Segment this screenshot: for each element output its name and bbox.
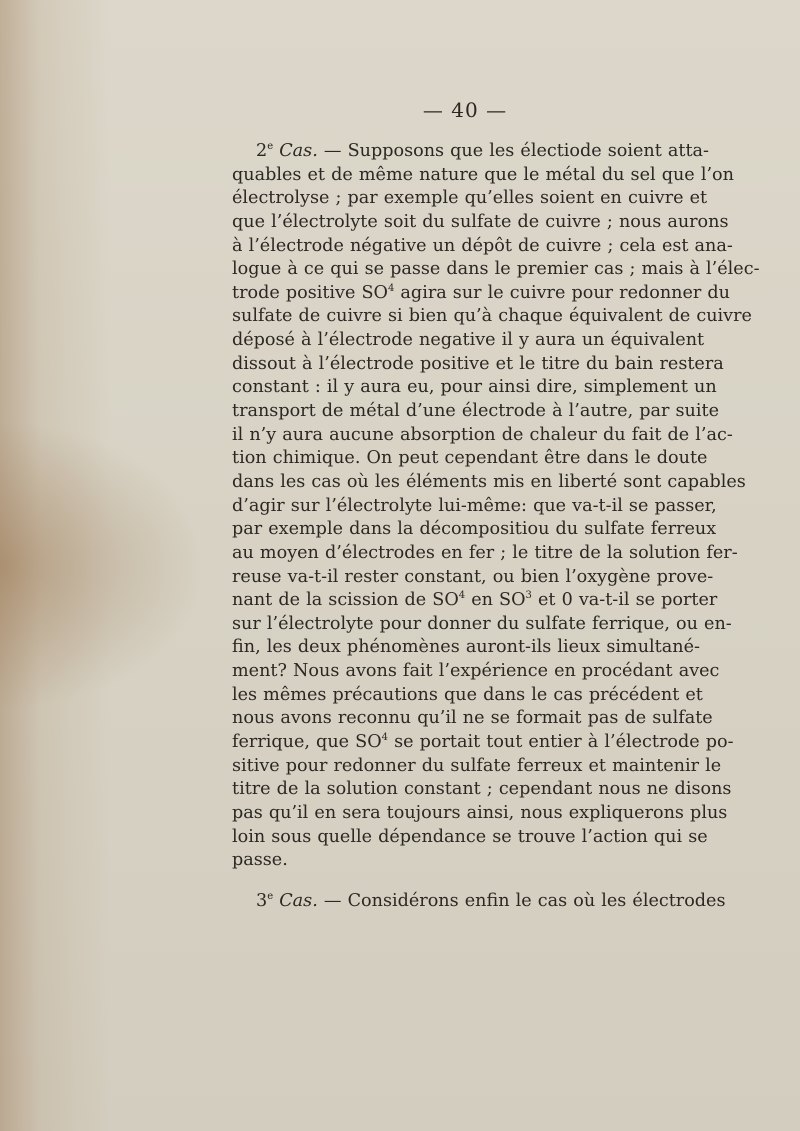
text-line: pas qu’il en sera toujours ainsi, nous expliquerons plus: [232, 802, 728, 823]
text-line: logue à ce qui se passe dans le premier cas ; mais à l’élec-: [232, 259, 760, 280]
line-text: — Considérons enfin le cas où les électrodes: [317, 891, 726, 911]
text-line: nous avons reconnu qu’il ne se formait pas de sulfate: [232, 708, 713, 729]
text-line: transport de métal d’une électrode à l’autre, par suite: [232, 401, 719, 422]
text-line: fin, les deux phénomènes auront-ils lieux simultané-: [232, 637, 700, 658]
text-line: électrolyse ; par exemple qu’elles soient en cuivre et: [232, 188, 708, 209]
text-line: [232, 282, 731, 306]
line-text: agira sur le cuivre pour redonner du: [394, 282, 731, 303]
text-line: quables et de même nature que le métal du sel que l’on: [232, 164, 734, 185]
line-text: se portait tout entier à l’électrode po-: [388, 732, 734, 753]
text-line: sitive pour redonner du sulfate ferreux et maintenir le: [232, 755, 722, 776]
paragraph-case-2: [232, 140, 760, 873]
page-number: — 40 —: [422, 98, 508, 122]
chemical-subscript: 3: [525, 590, 532, 602]
line-text: et 0 va-t-il se porter: [531, 590, 718, 611]
case-label: Cas.: [279, 891, 318, 911]
text-line: les mêmes précautions que dans le cas précédent et: [232, 684, 703, 705]
text-line: ment? Nous avons fait l’expérience en procédant avec: [232, 661, 720, 682]
case-ordinal-superscript: e: [267, 141, 274, 152]
paragraph-case-3: [232, 890, 726, 914]
text-line: que l’électrolyte soit du sulfate de cuivre ; nous aurons: [232, 211, 729, 232]
text-line: constant : il y aura eu, pour ainsi dire, simplement un: [232, 377, 717, 398]
text-line: loin sous quelle dépendance se trouve l’action qui se: [232, 826, 708, 847]
case-ordinal-superscript: e: [267, 891, 274, 902]
text-line: à l’électrode négative un dépôt de cuivre ; cela est ana-: [232, 235, 733, 256]
text-line: par exemple dans la décompositiou du sulfate ferreux: [232, 519, 717, 540]
text-line: reuse va-t-il rester constant, ou bien l’oxygène prove-: [232, 566, 714, 587]
line-text: ferrique, que SO: [232, 732, 382, 753]
text-line: sur l’électrolyte pour donner du sulfate ferrique, ou en-: [232, 613, 732, 634]
line-text: en SO: [465, 590, 526, 611]
text-line: [232, 140, 709, 164]
text-line: [232, 731, 734, 755]
text-line: passe.: [232, 850, 288, 871]
line-text: nant de la scission de SO: [232, 590, 459, 611]
text-line: titre de la solution constant ; cependant nous ne disons: [232, 779, 732, 800]
text-line: au moyen d’électrodes en fer ; le titre de la solution fer-: [232, 542, 738, 563]
text-line: tion chimique. On peut cependant être dans le doute: [232, 448, 708, 469]
text-line: [232, 890, 726, 914]
text-line: sulfate de cuivre si bien qu’à chaque équivalent de cuivre: [232, 306, 752, 327]
line-text: trode positive SO: [232, 282, 388, 303]
case-label: Cas.: [279, 141, 318, 161]
chemical-subscript: 4: [458, 590, 466, 602]
text-line: déposé à l’électrode negative il y aura un équivalent: [232, 330, 705, 351]
line-text: — Supposons que les électiode soient atta-: [317, 141, 709, 161]
case-ordinal: 2: [256, 141, 268, 161]
text-line: il n’y aura aucune absorption de chaleur du fait de l’ac-: [232, 424, 733, 445]
chemical-subscript: 4: [387, 282, 395, 294]
chemical-subscript: 4: [381, 732, 389, 744]
text-line: [232, 589, 718, 613]
text-line: dans les cas où les éléments mis en liberté sont capables: [232, 471, 746, 492]
case-ordinal: 3: [256, 891, 268, 911]
text-line: dissout à l’électrode positive et le titre du bain restera: [232, 353, 724, 374]
text-line: d’agir sur l’électrolyte lui-même: que va-t-il se passer,: [232, 495, 717, 516]
